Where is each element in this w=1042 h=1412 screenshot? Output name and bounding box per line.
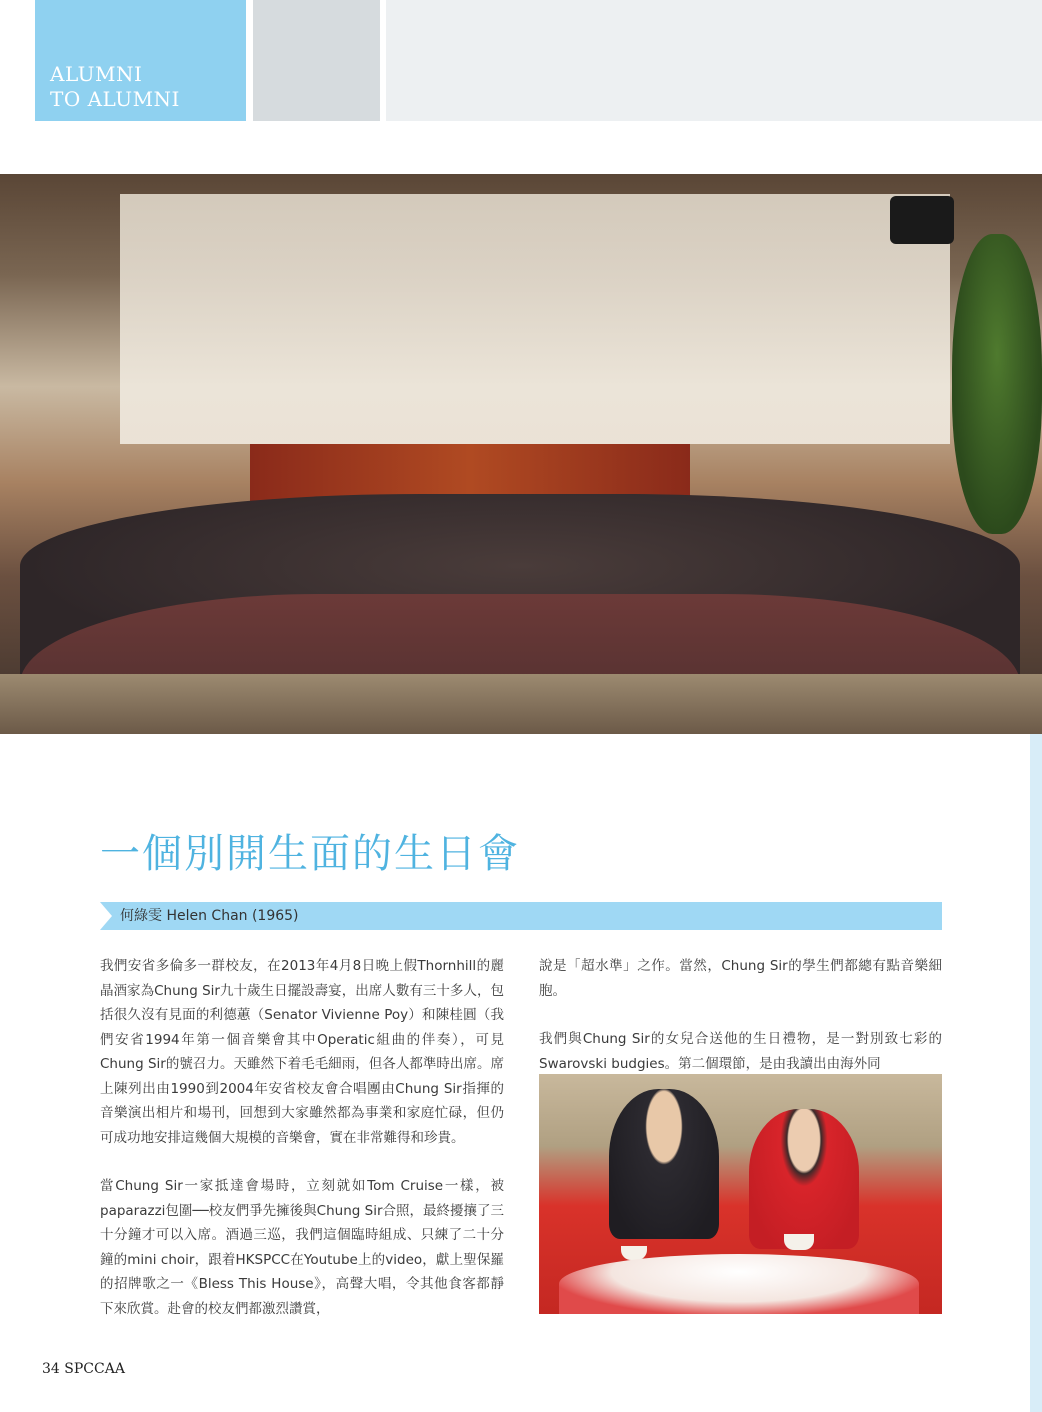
paragraph: 我們安省多倫多一群校友，在2013年4月8日晚上假Thornhill的麗晶酒家為Chung Sir九十歲生日擺設壽宴，出席人數有三十多人，包括很久沒有見面的利德蕙（Senator Vivienne Poy）和陳桂圓（我們安省1994年第一個音樂會其中Operatic組曲的伴奏），可見Chung Sir的號召力。天雖然下着毛毛細雨，但各人都準時出席。席上陳列出由1990到2004年安省校友會合唱團由Chung Sir指揮的音樂演出相片和場刊，回想到大家雖然都為事業和家庭忙碌，但仍可成功地安排這幾個大規模的音樂會，實在非常難得和珍貴。 [100, 958, 504, 1146]
page-footer [42, 1360, 125, 1378]
photo-woman-in-red [749, 1109, 859, 1249]
photo-plant [952, 234, 1042, 534]
author-bar [100, 902, 942, 930]
page-number: 34 [42, 1361, 60, 1377]
section-label-line2: TO ALUMNI [50, 87, 180, 111]
publication-name: SPCCAA [64, 1361, 125, 1377]
photo-teacup [784, 1234, 814, 1250]
header-light-block [386, 0, 1042, 121]
photo-birthday-cake [559, 1254, 919, 1314]
section-label [50, 62, 240, 112]
paragraph: 我們與Chung Sir的女兒合送他的生日禮物，是一對別致七彩的Swarovski budgies。第二個環節，是由我讀出由海外同 [539, 1031, 942, 1072]
paragraph: 說是「超水準」之作。當然，Chung Sir的學生們都總有點音樂細胞。 [539, 958, 942, 999]
article-column-left [100, 954, 504, 1345]
photo-wall [120, 194, 950, 444]
header-gray-block [253, 0, 380, 121]
group-photo [0, 174, 1042, 734]
article-title: 一個別開生面的生日會 [100, 831, 520, 877]
birthday-cake-photo [539, 1074, 942, 1314]
section-label-line1: ALUMNI [50, 62, 143, 86]
article-author: 何綠雯 Helen Chan (1965) [120, 908, 299, 924]
photo-speaker [890, 196, 954, 244]
photo-floor [0, 674, 1042, 734]
photo-man-cutting-cake [609, 1089, 719, 1239]
paragraph: 當Chung Sir一家抵達會場時，立刻就如Tom Cruise一樣，被paparazzi包圍──校友們爭先擁後與Chung Sir合照，最終擾攘了三十分鐘才可以入席。酒過三巡，我們這個臨時組成、只練了二十分鐘的mini choir，跟着HKSPCC在Youtube上的video，獻上聖保羅的招牌歌之一《Bless This House》，高聲大唱，令其他食客都靜下來欣賞。赴會的校友們都激烈讚賞， [100, 1178, 505, 1317]
author-bar-arrow [100, 902, 112, 930]
page-edge-strip [1030, 734, 1042, 1412]
